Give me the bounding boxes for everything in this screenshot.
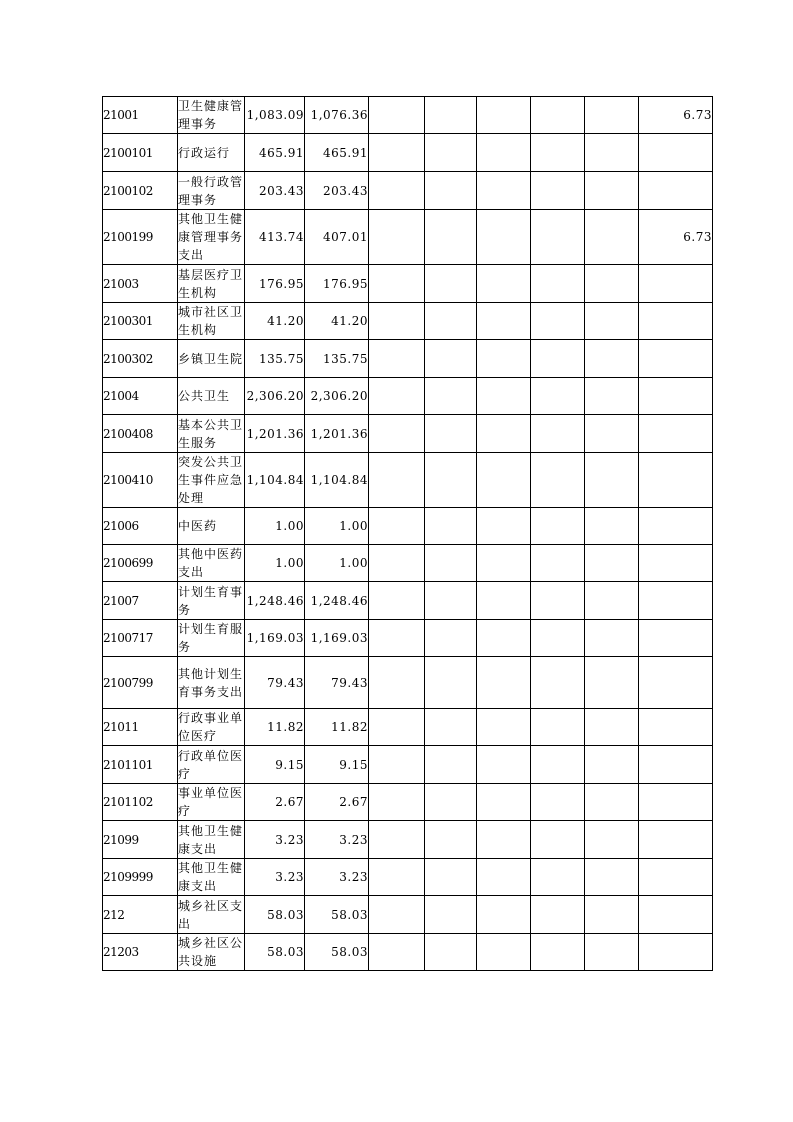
row-amount-total-cell: 413.74: [245, 210, 305, 265]
row-amount-project-cell: [639, 859, 713, 896]
row-amount-total-cell: 58.03: [245, 896, 305, 934]
row-code-cell: 21003: [103, 265, 178, 303]
row-name-cell: 计划生育事务: [178, 582, 245, 620]
row-amount-col6-cell: [531, 340, 585, 378]
table-row: [103, 340, 713, 378]
row-amount-col4-cell: [425, 896, 477, 934]
row-amount-col4-cell: [425, 172, 477, 210]
row-amount-col5-cell: [477, 896, 531, 934]
row-code-cell: 2100410: [103, 453, 178, 508]
row-code-cell: 2100301: [103, 303, 178, 340]
budget-table: [102, 96, 713, 971]
row-amount-basic-cell: 3.23: [305, 859, 369, 896]
row-amount-project-cell: [639, 340, 713, 378]
row-amount-col3-cell: [369, 453, 425, 508]
row-name-cell: 其他卫生健康支出: [178, 859, 245, 896]
row-amount-project-cell: [639, 657, 713, 709]
row-amount-col5-cell: [477, 97, 531, 134]
row-name-cell: 一般行政管理事务: [178, 172, 245, 210]
row-amount-basic-cell: 135.75: [305, 340, 369, 378]
row-code-cell: 212: [103, 896, 178, 934]
row-amount-total-cell: 1,169.03: [245, 620, 305, 657]
row-name-cell: 中医药: [178, 508, 245, 545]
row-amount-total-cell: 11.82: [245, 709, 305, 746]
row-amount-col7-cell: [585, 545, 639, 582]
row-amount-col4-cell: [425, 210, 477, 265]
row-amount-col6-cell: [531, 453, 585, 508]
row-amount-col5-cell: [477, 378, 531, 415]
row-name-cell: 其他卫生健康管理事务支出: [178, 210, 245, 265]
row-amount-col4-cell: [425, 859, 477, 896]
row-amount-project-cell: 6.73: [639, 210, 713, 265]
row-amount-project-cell: [639, 746, 713, 784]
row-amount-col4-cell: [425, 746, 477, 784]
row-name-cell: 其他中医药支出: [178, 545, 245, 582]
row-amount-col6-cell: [531, 934, 585, 971]
table-row: [103, 620, 713, 657]
row-code-cell: 2100302: [103, 340, 178, 378]
row-amount-col4-cell: [425, 415, 477, 453]
row-code-cell: 21006: [103, 508, 178, 545]
row-amount-col4-cell: [425, 709, 477, 746]
row-code-cell: 2100699: [103, 545, 178, 582]
table-row: [103, 97, 713, 134]
row-amount-col4-cell: [425, 582, 477, 620]
row-amount-basic-cell: 58.03: [305, 896, 369, 934]
row-amount-total-cell: 3.23: [245, 821, 305, 859]
row-code-cell: 2100101: [103, 134, 178, 172]
row-amount-col3-cell: [369, 746, 425, 784]
row-amount-total-cell: 203.43: [245, 172, 305, 210]
table-row: [103, 545, 713, 582]
table-row: [103, 378, 713, 415]
row-amount-col4-cell: [425, 378, 477, 415]
row-code-cell: 2100717: [103, 620, 178, 657]
row-amount-col5-cell: [477, 303, 531, 340]
row-name-cell: 事业单位医疗: [178, 784, 245, 821]
row-amount-col4-cell: [425, 265, 477, 303]
row-amount-col6-cell: [531, 620, 585, 657]
row-amount-col4-cell: [425, 657, 477, 709]
row-amount-col6-cell: [531, 303, 585, 340]
row-amount-basic-cell: 176.95: [305, 265, 369, 303]
row-amount-col3-cell: [369, 97, 425, 134]
row-amount-col6-cell: [531, 896, 585, 934]
table-row: [103, 210, 713, 265]
row-name-cell: 计划生育服务: [178, 620, 245, 657]
row-amount-basic-cell: 1.00: [305, 508, 369, 545]
table-row: [103, 657, 713, 709]
table-row: [103, 508, 713, 545]
row-amount-col3-cell: [369, 545, 425, 582]
row-amount-project-cell: [639, 172, 713, 210]
table-row: [103, 709, 713, 746]
row-amount-basic-cell: 1.00: [305, 545, 369, 582]
row-amount-col4-cell: [425, 97, 477, 134]
row-amount-col7-cell: [585, 508, 639, 545]
row-amount-project-cell: [639, 134, 713, 172]
row-name-cell: 基层医疗卫生机构: [178, 265, 245, 303]
row-amount-col3-cell: [369, 303, 425, 340]
row-amount-total-cell: 1,104.84: [245, 453, 305, 508]
table-row: [103, 934, 713, 971]
row-code-cell: 2100199: [103, 210, 178, 265]
table-row: [103, 582, 713, 620]
row-amount-col5-cell: [477, 545, 531, 582]
row-amount-col7-cell: [585, 859, 639, 896]
row-amount-col3-cell: [369, 709, 425, 746]
table-row: [103, 172, 713, 210]
row-amount-col6-cell: [531, 784, 585, 821]
row-amount-basic-cell: 1,248.46: [305, 582, 369, 620]
row-amount-col5-cell: [477, 210, 531, 265]
row-amount-col7-cell: [585, 415, 639, 453]
row-name-cell: 卫生健康管理事务: [178, 97, 245, 134]
row-amount-total-cell: 1.00: [245, 508, 305, 545]
row-amount-col5-cell: [477, 582, 531, 620]
row-name-cell: 城乡社区支出: [178, 896, 245, 934]
row-amount-col4-cell: [425, 453, 477, 508]
row-amount-col6-cell: [531, 746, 585, 784]
row-amount-project-cell: [639, 821, 713, 859]
row-amount-col3-cell: [369, 620, 425, 657]
row-name-cell: 其他卫生健康支出: [178, 821, 245, 859]
row-amount-col7-cell: [585, 210, 639, 265]
row-amount-project-cell: [639, 934, 713, 971]
row-amount-col6-cell: [531, 265, 585, 303]
table-row: [103, 134, 713, 172]
row-amount-col5-cell: [477, 859, 531, 896]
row-name-cell: 城乡社区公共设施: [178, 934, 245, 971]
row-code-cell: 2100799: [103, 657, 178, 709]
row-amount-col3-cell: [369, 784, 425, 821]
row-amount-col7-cell: [585, 709, 639, 746]
row-amount-col7-cell: [585, 934, 639, 971]
row-code-cell: 2109999: [103, 859, 178, 896]
row-amount-total-cell: 9.15: [245, 746, 305, 784]
row-amount-col7-cell: [585, 784, 639, 821]
row-code-cell: 2101102: [103, 784, 178, 821]
row-amount-col4-cell: [425, 134, 477, 172]
row-amount-project-cell: [639, 545, 713, 582]
row-amount-col5-cell: [477, 134, 531, 172]
row-amount-col3-cell: [369, 378, 425, 415]
row-code-cell: 2100408: [103, 415, 178, 453]
row-amount-total-cell: 2.67: [245, 784, 305, 821]
row-amount-col4-cell: [425, 303, 477, 340]
row-name-cell: 行政运行: [178, 134, 245, 172]
row-amount-col7-cell: [585, 746, 639, 784]
row-amount-col5-cell: [477, 415, 531, 453]
table-row: [103, 784, 713, 821]
row-amount-col6-cell: [531, 210, 585, 265]
row-amount-col6-cell: [531, 545, 585, 582]
row-amount-col3-cell: [369, 657, 425, 709]
row-amount-total-cell: 1,201.36: [245, 415, 305, 453]
row-amount-col7-cell: [585, 453, 639, 508]
table-row: [103, 453, 713, 508]
row-amount-col5-cell: [477, 709, 531, 746]
row-amount-col3-cell: [369, 896, 425, 934]
row-amount-col7-cell: [585, 265, 639, 303]
row-amount-total-cell: 1,083.09: [245, 97, 305, 134]
table-body: [103, 97, 713, 971]
row-amount-col5-cell: [477, 821, 531, 859]
row-amount-col5-cell: [477, 620, 531, 657]
row-amount-col3-cell: [369, 210, 425, 265]
row-amount-project-cell: [639, 508, 713, 545]
row-amount-project-cell: [639, 784, 713, 821]
row-amount-total-cell: 135.75: [245, 340, 305, 378]
row-name-cell: 乡镇卫生院: [178, 340, 245, 378]
row-amount-col6-cell: [531, 709, 585, 746]
row-amount-project-cell: [639, 265, 713, 303]
row-code-cell: 21001: [103, 97, 178, 134]
row-amount-col7-cell: [585, 97, 639, 134]
row-amount-col6-cell: [531, 378, 585, 415]
row-amount-project-cell: [639, 896, 713, 934]
row-amount-basic-cell: 1,169.03: [305, 620, 369, 657]
row-amount-project-cell: [639, 709, 713, 746]
row-amount-col6-cell: [531, 821, 585, 859]
row-amount-col6-cell: [531, 657, 585, 709]
row-amount-col7-cell: [585, 340, 639, 378]
row-amount-basic-cell: 11.82: [305, 709, 369, 746]
row-name-cell: 行政事业单位医疗: [178, 709, 245, 746]
row-name-cell: 其他计划生育事务支出: [178, 657, 245, 709]
row-amount-total-cell: 2,306.20: [245, 378, 305, 415]
row-code-cell: 21004: [103, 378, 178, 415]
row-amount-col7-cell: [585, 378, 639, 415]
row-amount-col4-cell: [425, 545, 477, 582]
row-amount-project-cell: 6.73: [639, 97, 713, 134]
row-amount-col5-cell: [477, 172, 531, 210]
row-amount-col3-cell: [369, 265, 425, 303]
row-amount-basic-cell: 1,104.84: [305, 453, 369, 508]
row-amount-total-cell: 79.43: [245, 657, 305, 709]
row-amount-col4-cell: [425, 508, 477, 545]
row-amount-basic-cell: 58.03: [305, 934, 369, 971]
row-amount-basic-cell: 79.43: [305, 657, 369, 709]
row-amount-col3-cell: [369, 134, 425, 172]
row-amount-col3-cell: [369, 508, 425, 545]
row-amount-col7-cell: [585, 134, 639, 172]
row-amount-col3-cell: [369, 859, 425, 896]
row-code-cell: 21203: [103, 934, 178, 971]
row-amount-col4-cell: [425, 620, 477, 657]
row-amount-project-cell: [639, 582, 713, 620]
table-row: [103, 265, 713, 303]
table-row: [103, 303, 713, 340]
row-amount-total-cell: 58.03: [245, 934, 305, 971]
row-amount-total-cell: 176.95: [245, 265, 305, 303]
row-amount-col4-cell: [425, 784, 477, 821]
row-amount-col6-cell: [531, 859, 585, 896]
row-amount-col3-cell: [369, 821, 425, 859]
row-amount-col5-cell: [477, 657, 531, 709]
row-amount-col6-cell: [531, 582, 585, 620]
row-amount-col5-cell: [477, 265, 531, 303]
row-code-cell: 21011: [103, 709, 178, 746]
row-code-cell: 21007: [103, 582, 178, 620]
row-amount-project-cell: [639, 415, 713, 453]
row-amount-basic-cell: 1,076.36: [305, 97, 369, 134]
row-amount-total-cell: 41.20: [245, 303, 305, 340]
row-amount-total-cell: 1.00: [245, 545, 305, 582]
row-amount-basic-cell: 1,201.36: [305, 415, 369, 453]
table-row: [103, 859, 713, 896]
row-amount-basic-cell: 2.67: [305, 784, 369, 821]
row-amount-col6-cell: [531, 508, 585, 545]
row-amount-col5-cell: [477, 934, 531, 971]
row-amount-col7-cell: [585, 896, 639, 934]
row-amount-col3-cell: [369, 172, 425, 210]
row-amount-col5-cell: [477, 746, 531, 784]
row-amount-basic-cell: 9.15: [305, 746, 369, 784]
row-amount-col7-cell: [585, 582, 639, 620]
row-amount-basic-cell: 465.91: [305, 134, 369, 172]
row-amount-col6-cell: [531, 97, 585, 134]
row-amount-project-cell: [639, 620, 713, 657]
row-amount-project-cell: [639, 303, 713, 340]
row-amount-col5-cell: [477, 508, 531, 545]
row-amount-total-cell: 3.23: [245, 859, 305, 896]
row-amount-col3-cell: [369, 415, 425, 453]
row-amount-col7-cell: [585, 303, 639, 340]
row-amount-col6-cell: [531, 172, 585, 210]
row-amount-basic-cell: 2,306.20: [305, 378, 369, 415]
row-amount-col3-cell: [369, 934, 425, 971]
row-amount-col5-cell: [477, 453, 531, 508]
row-amount-col7-cell: [585, 657, 639, 709]
table-row: [103, 746, 713, 784]
row-amount-col3-cell: [369, 582, 425, 620]
row-amount-col4-cell: [425, 934, 477, 971]
row-name-cell: 基本公共卫生服务: [178, 415, 245, 453]
row-amount-col7-cell: [585, 172, 639, 210]
row-amount-col4-cell: [425, 340, 477, 378]
row-name-cell: 行政单位医疗: [178, 746, 245, 784]
row-code-cell: 21099: [103, 821, 178, 859]
row-amount-project-cell: [639, 453, 713, 508]
row-name-cell: 城市社区卫生机构: [178, 303, 245, 340]
row-amount-basic-cell: 203.43: [305, 172, 369, 210]
row-amount-col6-cell: [531, 415, 585, 453]
row-amount-project-cell: [639, 378, 713, 415]
table-row: [103, 415, 713, 453]
row-name-cell: 突发公共卫生事件应急处理: [178, 453, 245, 508]
table-row: [103, 896, 713, 934]
row-amount-col3-cell: [369, 340, 425, 378]
row-amount-basic-cell: 407.01: [305, 210, 369, 265]
row-amount-col5-cell: [477, 784, 531, 821]
row-amount-col7-cell: [585, 821, 639, 859]
row-amount-col5-cell: [477, 340, 531, 378]
row-amount-total-cell: 1,248.46: [245, 582, 305, 620]
row-code-cell: 2101101: [103, 746, 178, 784]
table-row: [103, 821, 713, 859]
row-amount-basic-cell: 41.20: [305, 303, 369, 340]
row-amount-col7-cell: [585, 620, 639, 657]
row-amount-col6-cell: [531, 134, 585, 172]
row-amount-basic-cell: 3.23: [305, 821, 369, 859]
row-amount-total-cell: 465.91: [245, 134, 305, 172]
row-amount-col4-cell: [425, 821, 477, 859]
row-code-cell: 2100102: [103, 172, 178, 210]
row-name-cell: 公共卫生: [178, 378, 245, 415]
